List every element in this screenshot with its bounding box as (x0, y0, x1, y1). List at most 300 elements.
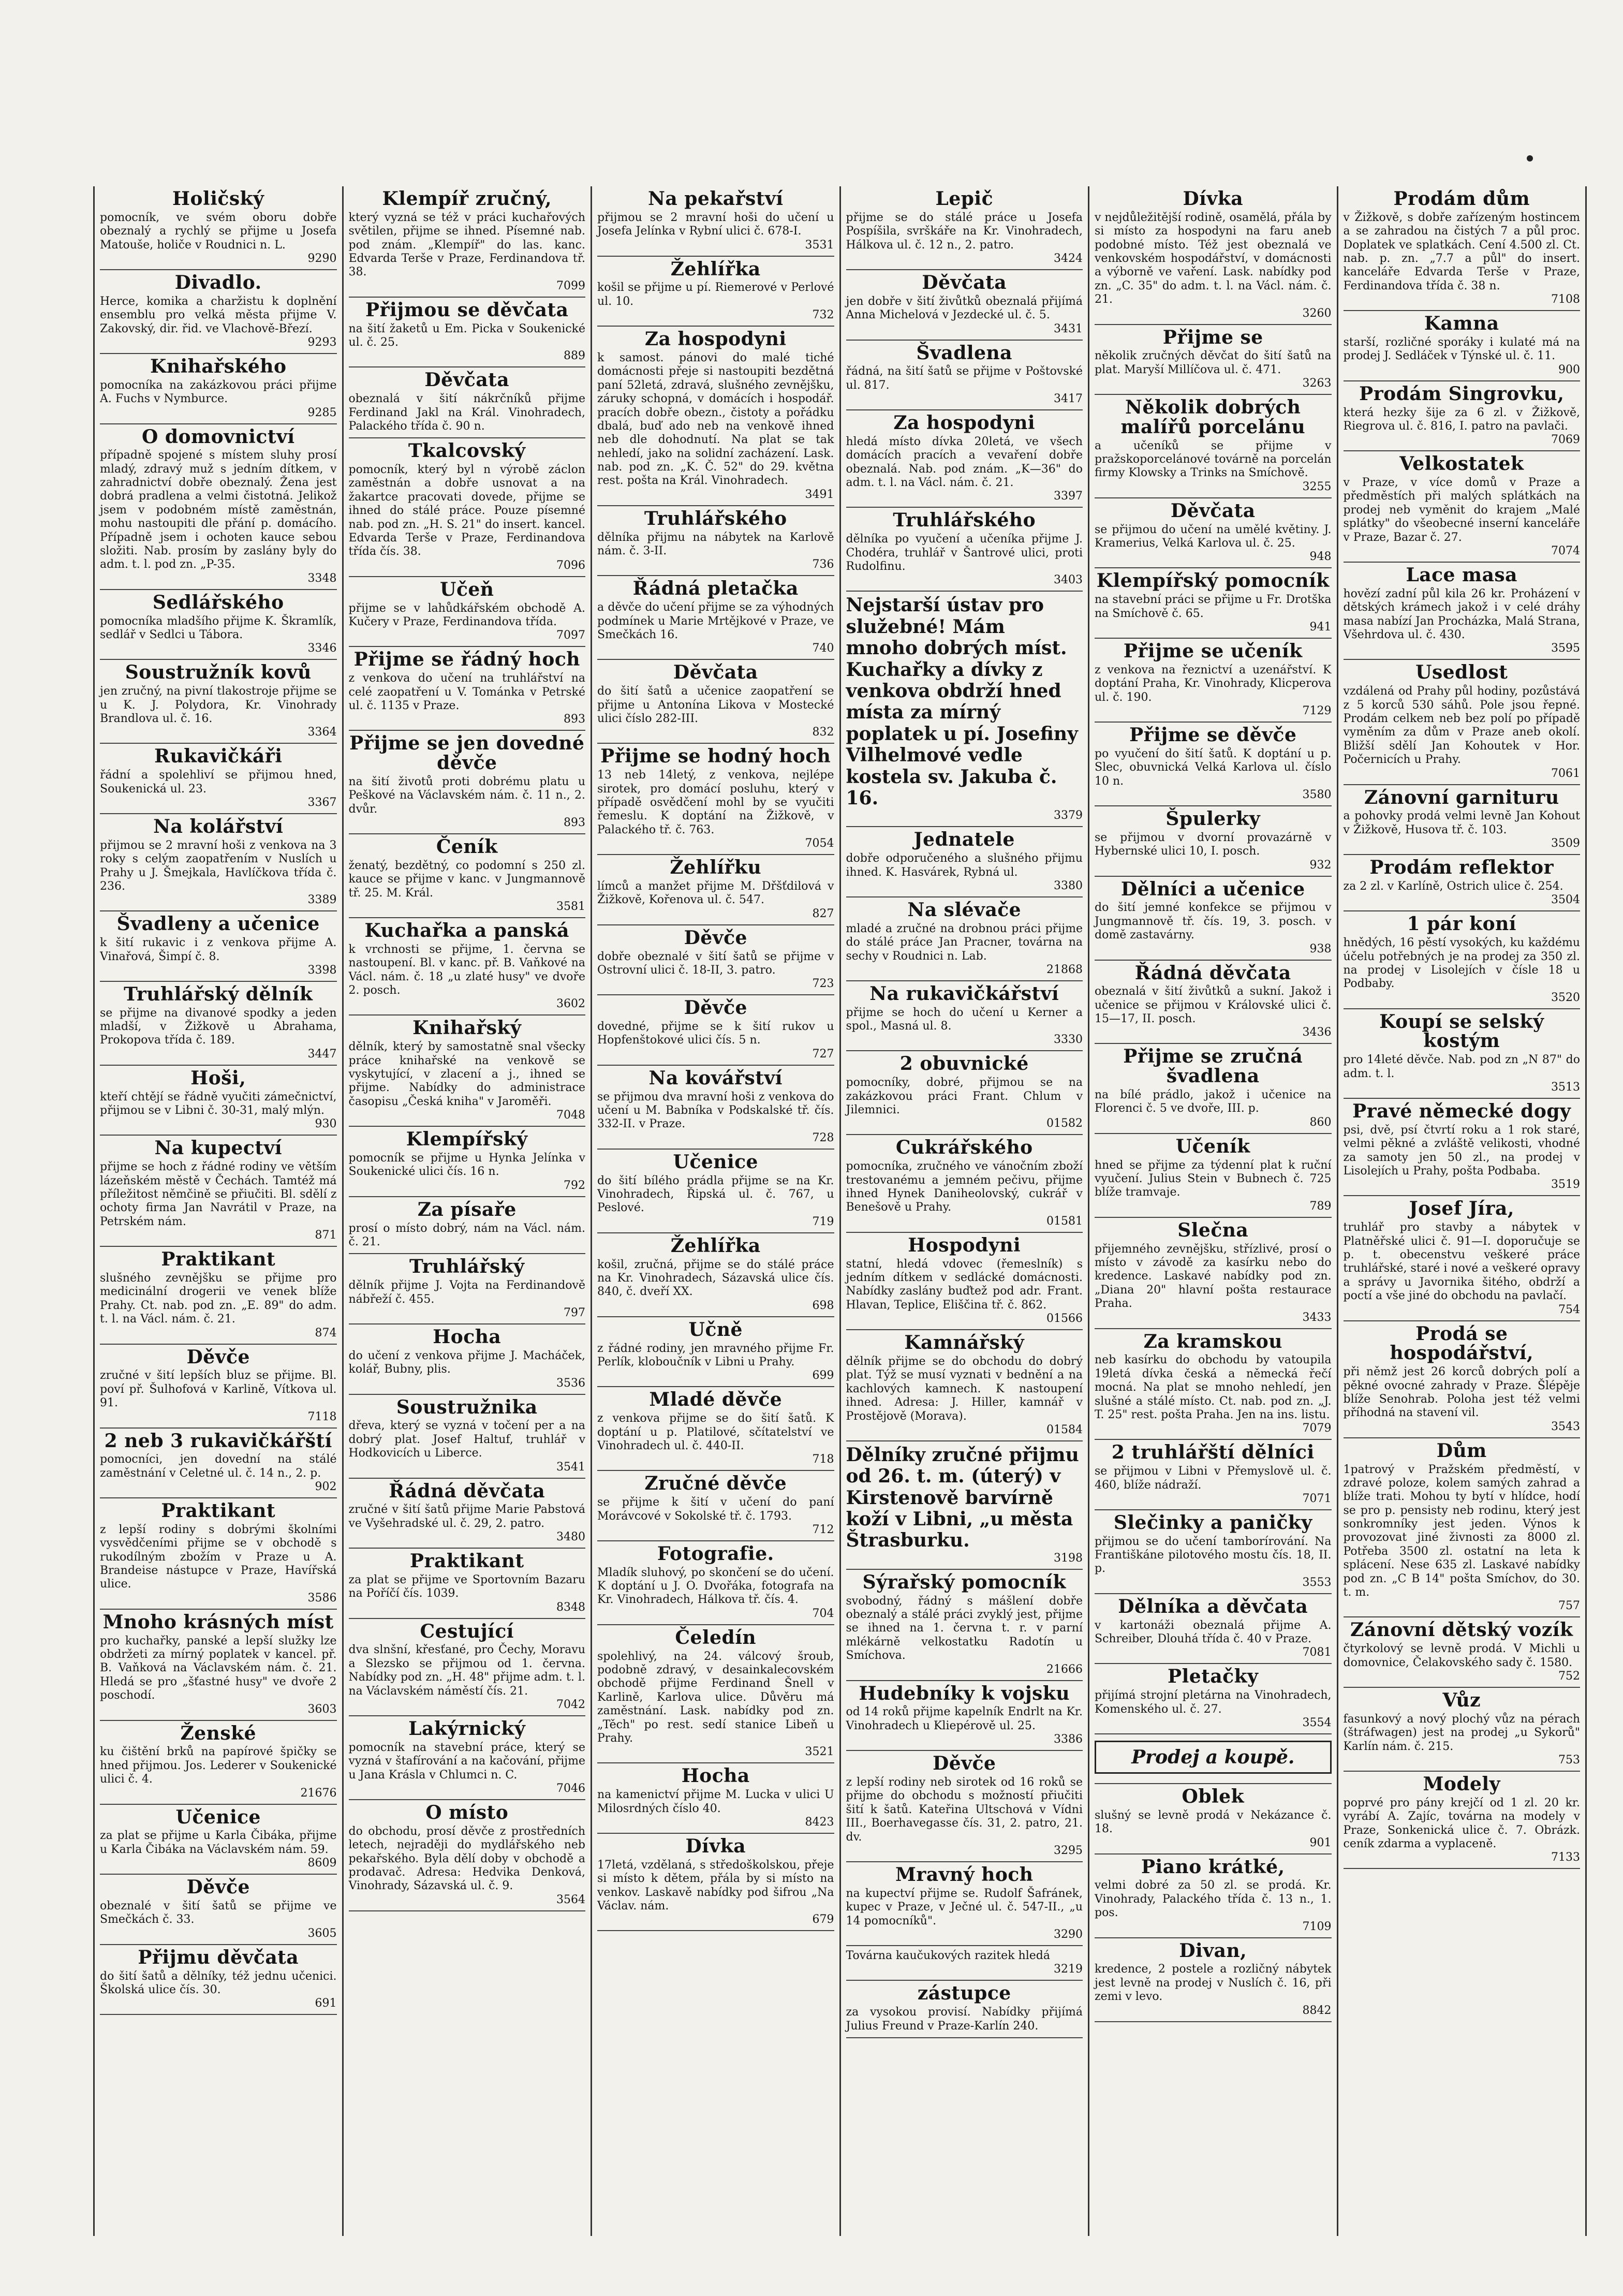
ad-heading: Knihařský (412, 1017, 522, 1039)
classified-ad (1095, 1218, 1332, 1329)
ad-body: pomocníka na zakázkovou práci přijme A. Fuchs v Nymburce. (100, 378, 337, 406)
ad-heading: Přijme se zručná švadlena (1123, 1046, 1303, 1087)
classified-ad (1095, 568, 1332, 639)
classified-ad (1344, 785, 1581, 856)
ad-number: 21868 (1046, 963, 1083, 976)
ad-heading: Dívka (685, 1835, 746, 1857)
ad-number: 797 (564, 1306, 585, 1319)
ad-body: přijemného zevnějšku, střízlivé, prosí o místo v závodě za kasírku nebo do kredence. Laskavé nabídky pod zn. „Diana 20" hlavní pošta restaurace Praha. (1095, 1242, 1332, 1311)
ad-body: na stavební práci se přijme u Fr. Drotška na Smíchově č. 65. (1095, 593, 1332, 620)
classified-ad (349, 647, 586, 731)
ad-number: 792 (564, 1179, 585, 1192)
ad-number: 3541 (556, 1460, 585, 1474)
ad-number: 3543 (1551, 1420, 1580, 1433)
ad-heading: Velkostatek (1399, 453, 1524, 475)
ad-heading: Lakýrnický (408, 1718, 526, 1740)
ad-number: 3520 (1551, 991, 1580, 1004)
classified-ad (597, 506, 834, 577)
ad-heading: Přijme se děvče (1129, 724, 1297, 746)
classified-ad (349, 1254, 586, 1324)
classified-ad (597, 257, 834, 327)
classified-ad (100, 424, 337, 590)
ad-number: 7046 (556, 1782, 585, 1795)
ad-heading: Jednatele (913, 829, 1015, 851)
ad-body: případně spojené s místem sluhy prosí mladý, zdravý muž s jedním dítkem, v zahradnictví dobře obeznalý. Žena jest dobrá pradlena a velmi čistotná. Jelikož jsem v podobném místě zaměstnán, mohu nastoupiti dle přání p. domácího. Případně jsem i ochoten kauce sebou složiti. Nab. prosím by zaslány byly do adm. t. l. pod zn. „P-35. (100, 449, 337, 571)
ad-heading: Hudebníky k vojsku (859, 1682, 1070, 1704)
ad-heading: Učenice (175, 1806, 261, 1828)
ad-body: přijímá strojní pletárna na Vinohradech, Komenského ul. č. 27. (1095, 1689, 1332, 1716)
ad-heading: Učně (688, 1318, 743, 1341)
ad-body: pomocníka mladšího přijme K. Škramlík, sedlář v Sedlci u Tábora. (100, 614, 337, 642)
classified-ad (100, 1429, 337, 1499)
ad-number: 3586 (307, 1591, 337, 1605)
classified-ad (846, 1135, 1083, 1232)
ad-heading: Žehlířka (670, 1234, 761, 1257)
classified-ad (846, 186, 1083, 270)
ad-heading: Prodám dům (1393, 188, 1530, 210)
ad-number: 3346 (307, 642, 337, 655)
ad-heading: Truhlářského (893, 509, 1036, 532)
ad-body: v Praze, v více domů v Praze a předměstích při malých splátkách na prodej neb vyměnit do krajem „Malé splátky" do všeobecné inserní kanceláře v Praze, Bazar č. 27. (1343, 476, 1580, 544)
classified-ad (1095, 1855, 1332, 1938)
ad-heading: 2 obuvnické (899, 1053, 1029, 1075)
ad-body: 13 neb 14letý, z venkova, nejlépe sirotek, pro domácí posluhu, který v případě osvědčení mohl by se vyučiti řemeslu. K doptání na Žižkově, v Palackého tř. č. 763. (597, 769, 834, 836)
ink-mark (1527, 155, 1533, 161)
ad-body: dva slnšní, křesťané, pro Čechy, Moravu a Slezsko se přijmou od 1. června. Nabídky pod zn. „H. 48" přijme adm. t. l. na Václavském náměstí čís. 21. (348, 1643, 585, 1698)
classified-ad (100, 744, 337, 814)
ad-heading: Přijme se řádný hoch (353, 649, 580, 671)
ad-number: 3480 (556, 1530, 585, 1544)
column-3 (592, 186, 841, 2236)
ad-body: se přijmou v Libni v Přemyslově ul. č. 460, blíže nádraží. (1095, 1465, 1332, 1492)
ad-body: při němž jest 26 korců dobrých polí a pěkné ovocné zahrady v Praze. Šlépěje blíže Senohrab. Poloha jest též velmi příhodná na stavení vil. (1343, 1365, 1580, 1420)
classified-ad (846, 1441, 1083, 1570)
classified-ad (1095, 1440, 1332, 1510)
section-heading: Prodej a koupě. (1095, 1741, 1332, 1774)
classified-ad (1095, 639, 1332, 723)
classified-ad (1095, 1134, 1332, 1218)
classified-ad (1344, 381, 1581, 452)
ad-number: 3602 (556, 997, 585, 1011)
classified-ad (100, 1721, 337, 1805)
ad-heading: Mnoho krásných míst (102, 1611, 334, 1633)
classified-ad (597, 1763, 834, 1834)
ad-heading: Přijme se hodný hoch (600, 745, 831, 768)
ad-body: psi, dvě, psí čtvrtí roku a 1 rok staré, velmi pěkné a zvláště velikosti, vhodné za samoty jen 50 zl., na prodej v Lisolejích u Prahy, pošta Podbaba. (1343, 1123, 1580, 1178)
classified-ad (1095, 395, 1332, 498)
ad-number: 736 (812, 558, 834, 571)
ad-body: 17letá, vzdělaná, s středoškolskou, přeje si místo k dětem, přála by si místo na venkov. Laskavě nabídky pod šifrou „Na Václav. nám. (597, 1858, 834, 1912)
classified-ad (846, 1570, 1083, 1681)
ad-body: v Žižkově, s dobře zařízeným hostincem a se zahradou na čistých 7 a půl proc. Doplatek ve splatkách. Cení 4.500 zl. Ct. nab. p. zn. „7.7 a půl" do insert. kanceláře Edvarda Terše v Praze, Ferdinandova třída č. 38 n. (1343, 211, 1580, 292)
classified-ad (597, 1233, 834, 1317)
ad-number: 757 (1558, 1599, 1580, 1613)
ad-body: dovedné, přijme se k šití rukov u Hopfenštokové ulici čís. 5 n. (597, 1020, 834, 1047)
classified-ad (846, 1981, 1083, 2038)
ad-number: 718 (812, 1453, 834, 1466)
ad-body: přijmou se 2 mravní hoši z venkova na 3 roky s celým zaopatřením v Nuslích u Prahy u J. Šmejkala, Havlíčkova třída č. 236. (100, 838, 337, 893)
ad-body: dělník přijme J. Vojta na Ferdinandově nábřeží č. 455. (348, 1279, 585, 1306)
ad-number: 732 (812, 308, 834, 322)
ad-heading: Cukrářského (895, 1137, 1033, 1159)
ad-number: 3260 (1302, 306, 1332, 320)
classified-ad (1344, 855, 1581, 911)
ad-body: Nejstarší ústav pro služebné! Mám mnoho dobrých míst. Kuchařky a dívky z venkova obdrží hned místa za mírný poplatek u pí. Josefiny Vilhelmové vedle kostela sv. Jakuba č. 16. (846, 594, 1078, 809)
ad-number: 3564 (556, 1893, 585, 1906)
ad-heading: Přijmu děvčata (138, 1946, 299, 1968)
classified-ad (1095, 877, 1332, 961)
ad-body: hledá místo dívka 20letá, ve všech domácích pracích a vevaření dobře obeznalá. Nab. pod znám. „K—36" do adm. t. l. na Václ. nám. č. 21. (846, 435, 1083, 490)
classified-ad (1095, 1938, 1332, 2022)
ad-body: dělníka po vyučení a učeníka přijme J. Chodéra, truhlář v Šantrové ulici, proti Rudolfinu. (846, 533, 1083, 573)
ad-heading: Mladé děvče (649, 1389, 783, 1411)
classified-ad (100, 1945, 337, 2015)
ad-heading: Oblek (1182, 1786, 1245, 1808)
ad-body: dřeva, který se vyzná v točení per a na dobrý plat. Josef Haltuf, truhlář v Hodkovicích u Liberce. (348, 1419, 585, 1460)
ad-heading: Přijme se učeník (1123, 640, 1303, 663)
classified-ad (597, 576, 834, 660)
ad-body: pomocníci, jen dovední na stálé zaměstnání v Celetné ul. č. 14 n., 2. p. (100, 1453, 337, 1480)
ad-heading: Děvče (933, 1753, 996, 1775)
ad-number: 3403 (1054, 573, 1083, 587)
ad-body: na kupectví přijme se. Rudolf Šafránek, kupec v Praze, v Ječné ul. č. 547-II., „u 14 pomocníků". (846, 1887, 1083, 1927)
ad-number: 3367 (307, 796, 337, 809)
ad-heading: Kuchařka a panská (364, 920, 569, 942)
classified-ad (349, 1479, 586, 1549)
ad-heading: Cestující (420, 1620, 514, 1642)
ad-number: 3198 (1054, 1551, 1083, 1565)
ad-heading: Dům (1436, 1439, 1487, 1462)
ad-number: 7061 (1551, 767, 1580, 780)
classified-ad (349, 731, 586, 834)
ad-heading: Prodám Singrovku, (1359, 382, 1565, 405)
ad-body: za plat se přijme ve Sportovním Bazaru na Poříčí čís. 1039. (348, 1573, 585, 1600)
column-6 (1338, 186, 1587, 2236)
ad-number: 7081 (1302, 1646, 1332, 1659)
ad-heading: Klempířský (406, 1128, 528, 1151)
classified-ad (100, 1136, 337, 1247)
ad-number: 7133 (1551, 1851, 1580, 1864)
ad-body: fasunkový a nový plochý vůz na pérach (štráfwagen) jest na prodej „u Sykorů" Karlín nám. č. 215. (1343, 1712, 1580, 1753)
ad-heading: Na pekařství (647, 188, 784, 210)
ad-number: 01584 (1046, 1423, 1083, 1436)
classified-ad (1095, 186, 1332, 325)
ad-heading: Slečinky a paničky (1113, 1511, 1312, 1534)
classified-ad (100, 186, 337, 270)
ad-heading: Řádná děvčata (389, 1480, 545, 1502)
ad-number: 754 (1558, 1303, 1580, 1316)
classified-ad (1344, 1617, 1581, 1688)
ad-heading: Přijme se jen dovedné děvče (349, 732, 585, 774)
ad-number: 752 (1558, 1669, 1580, 1683)
ad-body: statní, hledá vdovec (řemeslník) s jedním dítkem v sedlácké domácnosti. Nabídky zaslány buďtež pod adr. Frant. Hlavan, Teplice, Eliščina tř. č. 862. (846, 1257, 1083, 1312)
ad-number: 3263 (1302, 377, 1332, 390)
ad-body: dělníka přijmu na nábytek na Karlově nám. č. 3-II. (597, 531, 834, 558)
ad-body: za plat se přijme u Karla Čibáka, přijme u Karla Čibáka na Václavském nám. 59. (100, 1829, 337, 1856)
classified-ad (597, 995, 834, 1066)
ad-body: v nejdůležitější rodině, osamělá, přála by si místo za hospodyni na faru aneb podobné místo. Též jest obeznalá ve venkovském hospodářství, v domácnosti a výborně ve vaření. Lask. nabídky pod zn. „C. 35" do adm. t. l. na Václ. nám. č. 21. (1095, 211, 1332, 306)
ad-body: za 2 zl. v Karlíně, Ostrich ulice č. 254. (1343, 879, 1563, 893)
ad-number: 3509 (1551, 837, 1580, 850)
ad-body: k šití rukavic i z venkova přijme A. Vinařová, Šimpí č. 8. (100, 936, 337, 963)
ad-number: 8423 (805, 1815, 834, 1829)
classified-ad (100, 1345, 337, 1429)
ad-body: a učeníků se přijme v pražskoporcelánové továrně na porcelán firmy Klowsky a Trinks na Smíchově. (1095, 439, 1332, 480)
ad-heading: Dívka (1183, 188, 1244, 210)
ad-number: 691 (315, 1997, 337, 2010)
ad-heading: Zánovní dětský vozík (1350, 1619, 1573, 1641)
ad-body: a děvče do učení přijme se za výhodných podmínek u Marie Mrtějkové v Praze, ve Smečkách 16. (597, 601, 834, 642)
classified-ad (846, 508, 1083, 592)
ad-heading: Čeledín (675, 1626, 757, 1649)
ad-number: 948 (1309, 550, 1332, 564)
ad-heading: Několik dobrých malířů porcelánu (1120, 396, 1306, 438)
ad-heading: Pravé německé dogy (1352, 1100, 1571, 1123)
ad-heading: Hospodyni (908, 1234, 1021, 1256)
ad-body: do učení z venkova přijme J. Macháček, kolář, Bubny, plis. (348, 1349, 585, 1376)
classified-ad (597, 1150, 834, 1233)
ad-number: 7079 (1302, 1422, 1332, 1435)
ad-number: 3397 (1054, 490, 1083, 503)
ad-number: 3433 (1302, 1311, 1332, 1324)
ad-body: k vrchnosti se přijme, 1. června se nastoupení. Bl. v kanc. př. B. Vaňkové na Václ. nám. č. 18 „u zlaté husy" ve dvoře 2. posch. (348, 943, 585, 997)
column-5 (1089, 186, 1338, 2236)
classified-ad (1095, 325, 1332, 395)
ad-body: pomocník se přijme u Hynka Jelínka v Soukenické ulici čís. 16 n. (348, 1152, 585, 1179)
ad-number: 9293 (307, 335, 337, 349)
ad-heading: Za hospodyni (893, 412, 1036, 434)
ad-heading: Klempířský pomocník (1096, 570, 1330, 592)
ad-number: 3424 (1054, 252, 1083, 265)
ad-number: 3431 (1054, 322, 1083, 335)
ad-body: prosí o místo dobrý, nám na Václ. nám. č. 21. (348, 1221, 585, 1248)
ad-number: 3389 (307, 893, 337, 907)
ad-body: slušného zevnějšku se přijme pro medicinální drogerii ve venek blíže Prahy. Ct. nab. pod zn. „E. 89" do adm. t. l. na Václ. nám. č. 21. (100, 1271, 337, 1326)
ad-heading: Zručné děvče (644, 1473, 787, 1495)
ad-body: z lepší rodiny neb sirotek od 16 roků se přijme do obchodu s možností přiučiti šití k šatů. Kateřina Ultschová v Vídni III., Boerhavegasse čís. 31, 2. patro, 21. dv. (846, 1776, 1083, 1844)
classified-ad (597, 1541, 834, 1625)
ad-heading: Tkalcovský (408, 440, 526, 462)
ad-number: 3398 (307, 963, 337, 977)
ad-heading: Divadlo. (174, 271, 262, 293)
ad-heading: Čeník (436, 836, 498, 858)
ad-body: se přijmou dva mravní hoši z venkova do učení u M. Babníka v Podskalské tř. čís. 332-II. v Praze. (597, 1090, 834, 1131)
ad-number: 7069 (1551, 433, 1580, 447)
ad-body: pro 14leté děvče. Nab. pod zn „N 87" do adm. t. l. (1343, 1053, 1580, 1080)
ad-heading: Děvčata (922, 271, 1007, 293)
ad-heading: Praktikant (409, 1550, 524, 1572)
classified-ad (1095, 961, 1332, 1044)
ad-heading: Dělníci a učenice (1120, 878, 1305, 900)
ad-number: 728 (812, 1131, 834, 1144)
ad-body: jen zručný, na pivní tlakostroje přijme se u K. J. Polydora, Kr. Vinohrady Brandlova ul. č. 16. (100, 685, 337, 725)
ad-body: z řádné rodiny, jen mravného přijme Fr. Perlík, kloboučník v Libni u Prahy. (597, 1342, 834, 1368)
ad-body: jen dobře v šití živůtků obeznalá přijímá Anna Michelová v Jezdecké ul. č. 5. (846, 295, 1083, 322)
classified-ad (349, 438, 586, 577)
ad-body: hned se přijme za týdenní plat k ruční vyučení. Julius Stein v Bubnech č. 725 blíže tramvaje. (1095, 1158, 1332, 1199)
ad-heading: zástupce (917, 1982, 1011, 2005)
ad-heading: 1 pár koní (1407, 913, 1516, 935)
classified-ad (597, 1834, 834, 1931)
ad-number: 699 (812, 1369, 834, 1382)
ad-body: na šití žaketů u Em. Picka v Soukenické ul. č. 25. (348, 322, 585, 349)
ad-number: 3330 (1054, 1033, 1083, 1047)
ad-body: čtyrkolový se levně prodá. V Michli u domovnice, Čelakovského sady č. 1580. (1343, 1642, 1580, 1669)
ad-number: 932 (1309, 858, 1332, 872)
classified-ad (1095, 1510, 1332, 1594)
ad-body: několik zručných děvčat do šití šatů na plat. Maryší Millíčova ul. č. 471. (1095, 349, 1332, 376)
ad-heading: Usedlost (1415, 661, 1508, 684)
ad-number: 8348 (556, 1600, 585, 1614)
ad-body: se přijme k šití v učení do paní Morávcové v Sokolské tř. č. 1793. (597, 1496, 834, 1523)
ad-heading: Za kramskou (1143, 1330, 1282, 1352)
ad-body: přijme se do stálé práce u Josefa Pospíšila, svrškáře na Kr. Vinohradech, Hálkova ul. č. 12 n., 2. patro. (846, 211, 1083, 252)
ad-heading: Učeň (440, 578, 494, 600)
classified-ad (100, 911, 337, 982)
ad-number: 7042 (556, 1698, 585, 1712)
classified-ad (597, 1387, 834, 1471)
ad-number: 7071 (1302, 1492, 1332, 1505)
classified-ad (349, 367, 586, 438)
ad-body: do šití jemné konfekce se přijmou v Jungmannově tř. čís. 19, 3. posch. v domě zastavárny. (1095, 901, 1332, 942)
ad-heading: Praktikant (161, 1248, 276, 1271)
ad-number: 832 (812, 726, 834, 739)
ad-number: 7118 (307, 1410, 337, 1423)
ad-body: zručné v šití šatů přijme Marie Pabstová ve Vyšehradské ul. č. 29, 2. patro. (348, 1503, 585, 1530)
ad-heading: Děvčata (1170, 499, 1256, 522)
ad-heading: Žehlířku (670, 857, 762, 879)
ad-number: 712 (812, 1523, 834, 1536)
classified-ad (349, 1716, 586, 1800)
ad-heading: Knihařského (150, 355, 287, 377)
ad-heading: Koupí se selský kostým (1379, 1010, 1544, 1052)
ad-heading: Holičský (172, 188, 264, 210)
classified-ad (1095, 498, 1332, 569)
ad-number: 719 (812, 1215, 834, 1228)
ad-body: Herce, komika a charžistu k doplnění ensemblu pro velká města přijme V. Zakovský, dir. řid. ve Vlachově-Březí. (100, 295, 337, 335)
ad-number: 727 (812, 1047, 834, 1061)
ad-body: do šití bílého prádla přijme se na Kr. Vinohradech, Řipská ul. č. 767, u Peslové. (597, 1174, 834, 1215)
classified-ad (349, 1324, 586, 1395)
ad-number: 8842 (1302, 2004, 1332, 2017)
ad-heading: O domovnictví (141, 425, 295, 448)
classified-ad (1344, 1009, 1581, 1099)
ad-number: 7048 (556, 1109, 585, 1122)
ad-heading: Hoši, (190, 1067, 246, 1089)
ad-body: přijme se v lahůdkářském obchodě A. Kučery v Praze, Ferdinandova třída. (348, 601, 585, 629)
ad-number: 3554 (1302, 1716, 1332, 1730)
ad-heading: Špulerky (1165, 807, 1261, 830)
classified-ad (349, 834, 586, 918)
ad-number: 3348 (307, 571, 337, 585)
classified-ad (597, 744, 834, 855)
ad-number: 902 (315, 1480, 337, 1494)
ad-body: košil, zručná, přijme se do stálé práce na Kr. Vinohradech, Sázavská ulice čís. 840, č. dveří XX. (597, 1258, 834, 1299)
ad-heading: Švadleny a učenice (116, 913, 320, 935)
classified-ad (597, 1471, 834, 1541)
ad-number: 3386 (1054, 1733, 1083, 1746)
classified-ad (349, 1800, 586, 1911)
ad-heading: Hocha (433, 1326, 501, 1348)
ad-number: 893 (564, 816, 585, 830)
classified-ad (100, 1875, 337, 1945)
ad-body: na kamenictví přijme M. Lucka v ulici U Milosrdných číslo 40. (597, 1788, 834, 1815)
ad-heading: Slečna (1177, 1219, 1249, 1241)
classified-ad (1344, 186, 1581, 311)
ad-number: 3255 (1302, 480, 1332, 493)
classified-ad (597, 660, 834, 744)
ad-heading: Kamnářský (904, 1332, 1025, 1354)
classified-ad (846, 1681, 1083, 1752)
classified-ad (100, 1066, 337, 1136)
classified-ad (349, 1395, 586, 1479)
ad-heading: Vůz (1442, 1689, 1481, 1711)
ad-heading: Truhlářský (409, 1256, 525, 1278)
ad-heading: Švadlena (916, 342, 1012, 364)
ad-heading: Prodám reflektor (1369, 857, 1554, 879)
ad-heading: Soustružník kovů (125, 661, 312, 684)
ad-heading: Divan, (1179, 1939, 1247, 1962)
ad-heading: Přijmou se děvčata (365, 299, 569, 321)
ad-heading: Soustružnika (396, 1396, 538, 1418)
ad-body: na šití životů proti dobrému platu u Peškové na Václavském nám. č. 11 n., 2. dvůr. (348, 775, 585, 816)
ad-number: 930 (315, 1117, 337, 1131)
classified-ad (846, 1233, 1083, 1330)
ad-heading: Lace masa (1406, 564, 1517, 586)
ad-number: 21676 (300, 1786, 337, 1800)
ad-body: límců a manžet přijme M. Dřšťdilová v Žižkově, Kořenova ul. č. 547. (597, 879, 834, 907)
ad-number: 01582 (1046, 1117, 1083, 1130)
classified-ad (597, 855, 834, 925)
ad-body: starší, rozličné sporáky i kulaté má na prodej J. Sedláček v Týnské ul. č. 11. (1343, 335, 1580, 363)
ad-number: 679 (812, 1913, 834, 1926)
ad-heading: Děvče (684, 926, 747, 949)
ad-body: 1patrový v Pražském předměstí, v zdravé poloze, kolem samých zahrad a blíže trati. Mohou ty bytí v hlídce, hodí se pro p. pensisty neb rodinu, který jest sonkromníky jest jeden. Výnos k provozovat jiné živnosti za 8000 zl. Potřeba 3500 zl. ostatní na leta k splácení. Nese 635 zl. Laskavé nabídky pod zn. „C B 14" pošta Smíchov, do 30. t. m. (1343, 1463, 1580, 1599)
ad-number: 21666 (1046, 1662, 1083, 1676)
classified-ad (846, 1051, 1083, 1135)
ad-body: do obchodu, prosí děvče z prostředních letech, nejraději do mydlářského neb pekařského. Byla dělí doby v obchodě a prodavač. Adresa: Hedvika Denková, Vinohrady, Sázavská ul. č. 9. (348, 1824, 585, 1893)
ad-body: přijmou se do učení tamborírování. Na Františkáne pilotového mostu čís. 18, II. p. (1095, 1535, 1332, 1576)
classified-ad (349, 1015, 586, 1127)
ad-body: do šití šatů a učenice zaopatření se přijme u Antonína Likova v Mostecké ulici číslo 282-III. (597, 685, 834, 725)
ad-heading: Mravný hoch (895, 1863, 1034, 1886)
ad-body: košil se přijme u pí. Riemerové v Perlové ul. 10. (597, 281, 834, 308)
classified-ad (100, 1610, 337, 1721)
classified-ad (349, 1127, 586, 1197)
ad-number: 9290 (307, 252, 337, 265)
ad-body: dobře obeznalé v šití šatů se přijme v Ostrovní ulici č. 18-II, 3. patro. (597, 950, 834, 977)
classified-ad (846, 1751, 1083, 1862)
classified-ad (1344, 911, 1581, 1009)
classified-ad (846, 897, 1083, 981)
classified-ad (1095, 1664, 1332, 1734)
ad-body: Mladík sluhový, po skončení se do učení. K doptání u J. O. Dvořáka, fotografa na Kr. Vinohradech, Hálkova tř. čís. 4. (597, 1566, 834, 1607)
column-4 (841, 186, 1090, 2236)
classified-ad (100, 590, 337, 660)
ad-body: z venkova do učení na truhlářství na celé zaopatření u V. Tománka v Petrské ul. č. 1135 v Praze. (348, 672, 585, 712)
ad-heading: Na kupectví (154, 1137, 283, 1159)
ad-number: 3519 (1551, 1178, 1580, 1191)
ad-heading: Na slévače (907, 899, 1022, 921)
ad-heading: Sedlářského (152, 591, 284, 613)
ad-heading: Učeník (1175, 1135, 1250, 1157)
ad-heading: Děvče (186, 1876, 250, 1898)
ad-number: 3295 (1054, 1844, 1083, 1857)
ad-number: 7129 (1302, 704, 1332, 717)
ad-number: 3513 (1551, 1081, 1580, 1094)
ad-number: 3595 (1551, 642, 1580, 655)
classified-ad (846, 1862, 1083, 1946)
